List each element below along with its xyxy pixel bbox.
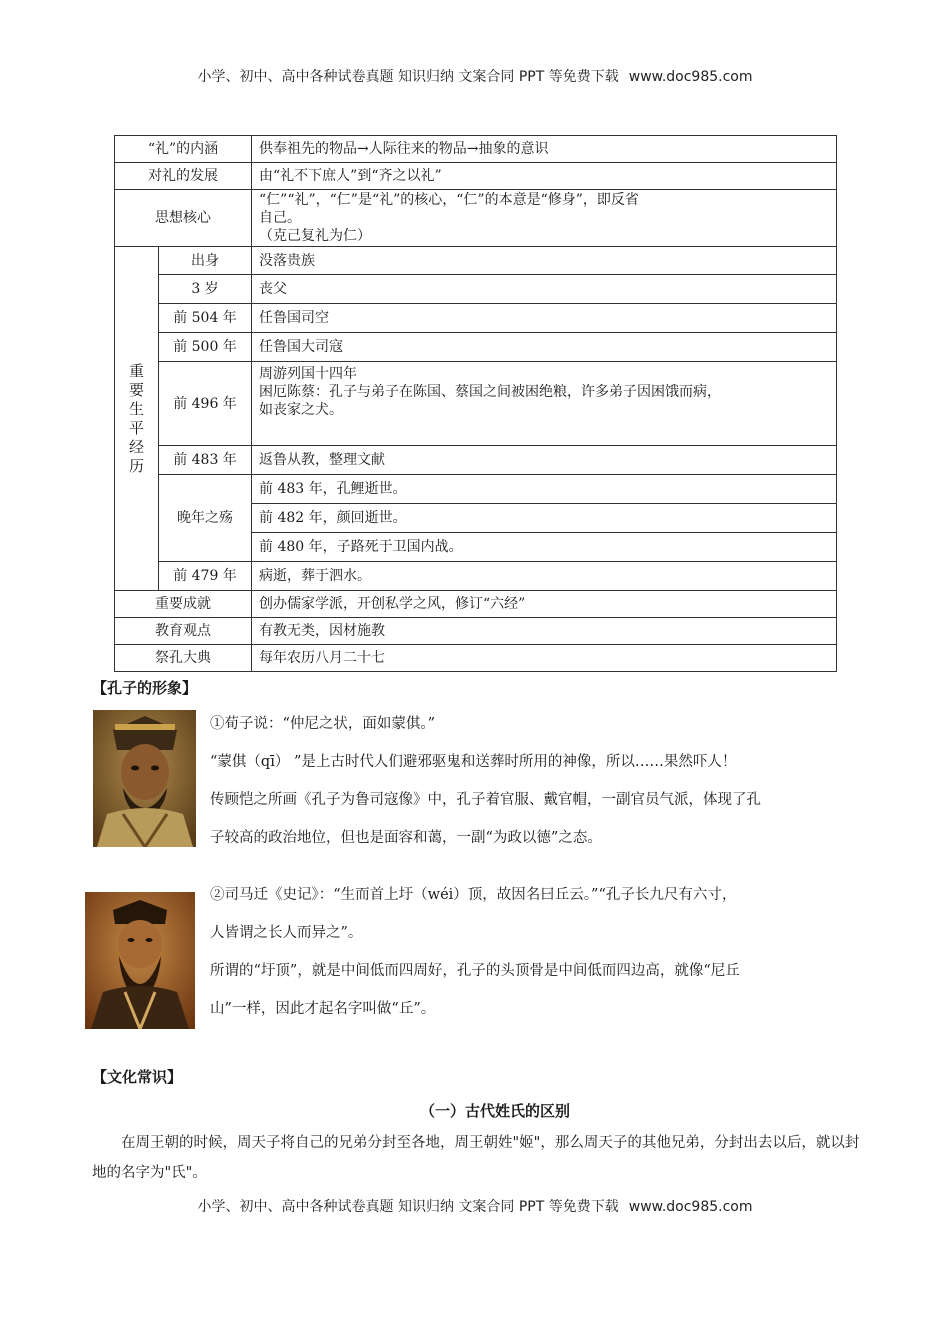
- footer-text: 小学、初中、高中各种试卷真题 知识归纳 文案合同 PPT 等免费下载: [197, 1199, 619, 1215]
- text-line: “蒙倛（qī） ”是上古时代人们避邪驱鬼和送葬时所用的神像，所以……果然吓人！: [210, 754, 737, 770]
- life-value: 任鲁国司空: [252, 304, 837, 333]
- table-row: [115, 362, 837, 446]
- portrait-1-image: [93, 710, 196, 847]
- section-title-culture: 【文化常识】: [92, 1068, 183, 1086]
- table-row: [115, 618, 837, 645]
- row-label: 对礼的发展: [115, 163, 252, 190]
- row-value: 每年农历八月二十七: [252, 645, 837, 672]
- row-value: [252, 190, 837, 247]
- life-label: 前 483 年: [159, 446, 252, 475]
- text-line: ①荀子说：“仲尼之状，面如蒙倛。”: [210, 716, 436, 732]
- confucius-info-table: [114, 135, 837, 672]
- page-header: [0, 66, 950, 86]
- row-value: 创办儒家学派，开创私学之风，修订“六经”: [252, 591, 837, 618]
- life-label: 前 504 年: [159, 304, 252, 333]
- text-line: 山”一样，因此才起名字叫做“丘”。: [210, 1001, 436, 1017]
- life-value: 没落贵族: [252, 247, 837, 275]
- life-label: 前 500 年: [159, 333, 252, 362]
- row-label: 教育观点: [115, 618, 252, 645]
- confucius-portrait-1: [93, 710, 196, 847]
- table-row: [115, 446, 837, 475]
- header-text: 小学、初中、高中各种试卷真题 知识归纳 文案合同 PPT 等免费下载: [197, 69, 619, 85]
- section-title-image: 【孔子的形象】: [92, 679, 198, 697]
- page-footer: [0, 1196, 950, 1216]
- table-row: [115, 247, 837, 275]
- life-value: 丧父: [252, 275, 837, 304]
- life-group-label: 重要生平经历: [115, 247, 159, 591]
- life-label: 3 岁: [159, 275, 252, 304]
- image-paragraph-2: [210, 876, 890, 1028]
- text-line: ②司马迁《史记》：“生而首上圩（wéi）顶，故因名曰丘云。”“孔子长九尺有六寸，: [210, 887, 737, 903]
- text-line: 子较高的政治地位，但也是面容和蔼，一副“为政以德”之态。: [210, 830, 602, 846]
- life-label: 晚年之殇: [159, 475, 252, 562]
- text-line: 所谓的“圩顶”，就是中间低而四周好，孔子的头顶骨是中间低而四边高，就像“尼丘: [210, 963, 740, 979]
- culture-paragraph: 在周王朝的时候，周天子将自己的兄弟分封至各地，周王朝姓"姬"，那么周天子的其他兄弟，分封出去以后，就以封地的名字为"氏"。: [92, 1135, 860, 1181]
- life-value: 病逝，葬于泗水。: [252, 562, 837, 591]
- value-line: “仁”“礼”，“仁”是“礼”的核心，“仁”的本意是“修身”，即反省: [259, 192, 639, 208]
- row-value: 由“礼不下庶人”到“齐之以礼”: [252, 163, 837, 190]
- row-value: 供奉祖先的物品→人际往来的物品→抽象的意识: [252, 136, 837, 163]
- row-label: 重要成就: [115, 591, 252, 618]
- life-label: 出身: [159, 247, 252, 275]
- table-row: [115, 304, 837, 333]
- life-label: 前 496 年: [159, 362, 252, 446]
- life-value: 前 483 年，孔鲤逝世。: [252, 475, 837, 504]
- table-row: [115, 275, 837, 304]
- value-line: 如丧家之犬。: [259, 402, 344, 418]
- table-row: [115, 190, 837, 247]
- footer-url[interactable]: www.doc985.com: [628, 1199, 753, 1215]
- table-row: [115, 475, 837, 504]
- row-label: 思想核心: [115, 190, 252, 247]
- table-row: [115, 333, 837, 362]
- table-row: [115, 591, 837, 618]
- text-line: 传顾恺之所画《孔子为鲁司寇像》中，孔子着官服、戴官帽，一副官员气派，体现了孔: [210, 792, 761, 808]
- table-row: [115, 562, 837, 591]
- culture-subtitle: （一）古代姓氏的区别: [419, 1102, 570, 1120]
- text-line: 人皆谓之长人而异之”。: [210, 925, 363, 941]
- value-line: 周游列国十四年: [259, 366, 358, 382]
- value-line: 自己。: [259, 210, 302, 226]
- row-value: 有教无类，因材施教: [252, 618, 837, 645]
- value-line: （克己复礼为仁）: [259, 228, 372, 244]
- table-row: [115, 163, 837, 190]
- image-paragraph-1: [210, 705, 890, 857]
- confucius-portrait-2: [85, 892, 195, 1029]
- row-label: 祭孔大典: [115, 645, 252, 672]
- life-label: 前 479 年: [159, 562, 252, 591]
- life-value: 前 480 年，子路死于卫国内战。: [252, 533, 837, 562]
- row-label: “礼”的内涵: [115, 136, 252, 163]
- culture-body: [92, 1128, 868, 1188]
- table-row: [115, 136, 837, 163]
- life-value: 返鲁从教，整理文献: [252, 446, 837, 475]
- value-line: 困厄陈蔡：孔子与弟子在陈国、蔡国之间被困绝粮，许多弟子因困饿而病，: [259, 384, 722, 400]
- life-value: 前 482 年，颜回逝世。: [252, 504, 837, 533]
- header-url[interactable]: www.doc985.com: [628, 69, 753, 85]
- life-value: [252, 362, 837, 446]
- life-value: 任鲁国大司寇: [252, 333, 837, 362]
- portrait-2-image: [85, 892, 195, 1029]
- table-row: [115, 645, 837, 672]
